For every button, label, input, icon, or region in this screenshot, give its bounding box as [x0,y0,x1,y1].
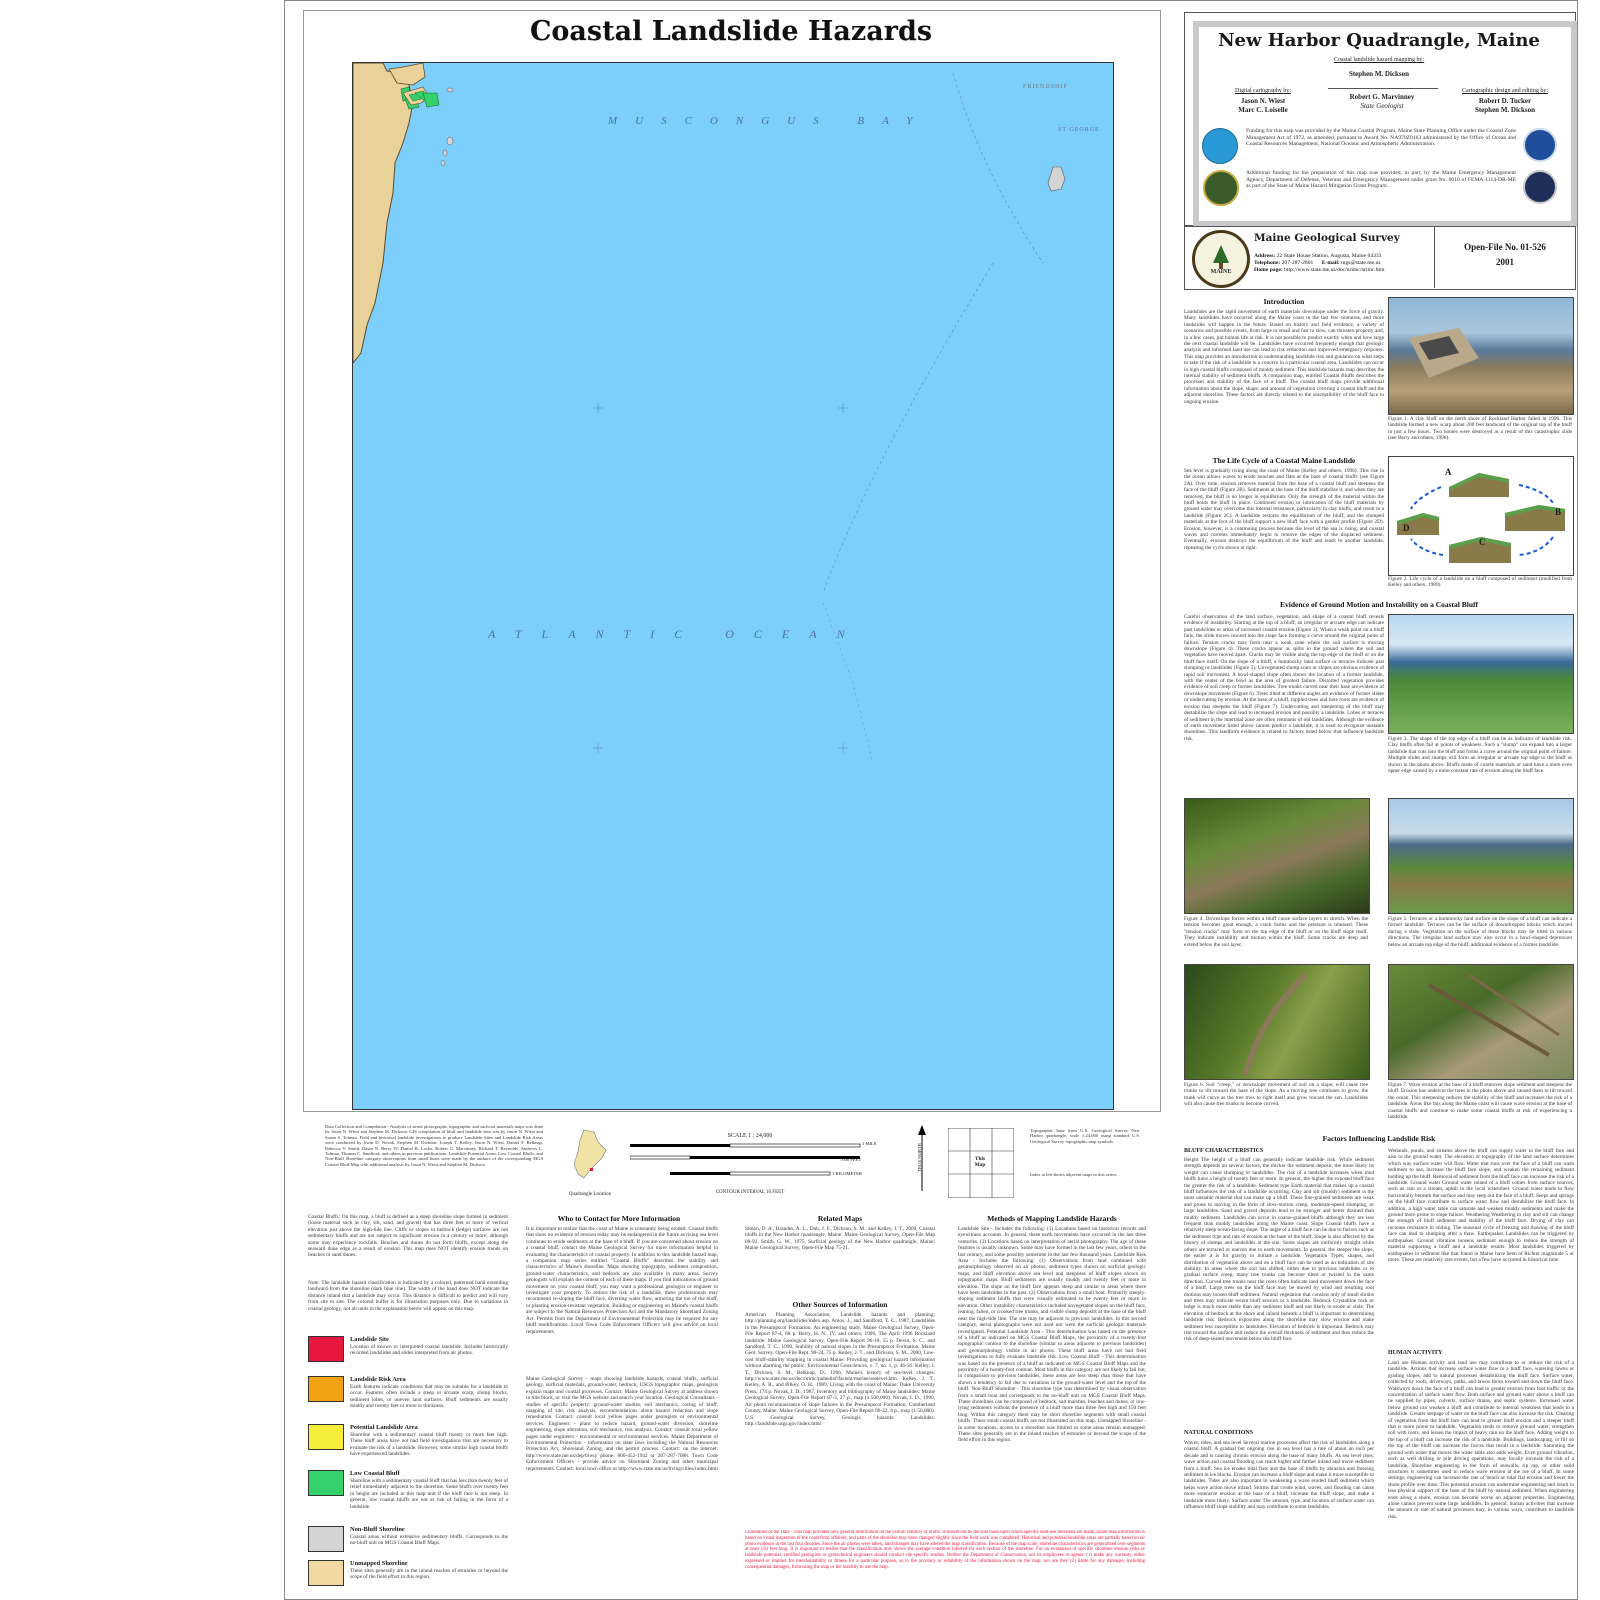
life-cycle-heading: The Life Cycle of a Coastal Maine Landslide [1212,456,1356,465]
other-sources-text: American Planning Association, Landslide hazards and planning: http://planning.org/landslides/index.asp. Amos, J., and Sandford, T. C., 1987, Landslides in the Presumpscot Formation. An engineering study. Maine Geological Survey, Open-File Report 87-4, 68 p. Berry, H. N., IV, and others, 1996, The April 1996 Rockland landslide: Maine Geological Survey, Open-File Report 96-18, 55 p. Devin, S. C., and Sandford, T. C., 1990, Stability of natural slopes in the Presumpscot Formation. Maine Geol. Survey, Open-File Rept. 90-24, 75 p. Kelley, J. T., and Dickson, S. M., 2000, Low-cost bluff-stability mapping in coastal Maine: Providing geological hazard information without alarming the public: Environmental Geosciences, v. 7, no. 1, p. 46-56. Kelley, J. T., Dickson, S. M., Belknap, D., 1996, Maine's history of sea-level changes: http://www.state.me.us/doc/nrimc/pubedinf/factsht/marine/sealevel.htm. Kelley, J. T., Kelley, A. R., and Pilkey, O. H., 1989, Living with the coast of Maine: Duke University Press, 174 p. Novak, I. D., 1987, Inventory and bibliography of Maine landslides: Maine Geological Survey, Open-File Report 87-3, 27 p., map (1:500,000). Novak, I. D., 1990, Air photo reconnaissance of slope failures in the Presumpscot Formation, Cumberland County, Maine: Maine Geological Survey, Open-File Report 90-22, 4 p., map (1:50,000). U.S. Geological Survey, Geologic hazards: Landslides: http://landslide.usgs.gov/index.html [745,1312,935,1427]
seal-text: MAINE [1210,269,1232,275]
legend-swatch-potential-landslide-area [308,1424,344,1450]
scale-bar [630,1142,880,1192]
legend-label-landslide-risk-area: Landslide Risk Area [350,1376,406,1383]
open-file-number: Open-File No. 01-526 [1464,242,1546,252]
legend-swatch-unmapped-shoreline [308,1560,344,1586]
figure-6-caption: Figure 6. Soil "creep," or downslope movement of soil on a slope, will cause tree trunks to tilt toward the base of the slope. As a moving tree continues to grow, the trunk will curve as the tree tries to right itself and grow toward the sun. Landslides will also cause tree trunks to become curved. [1184,1082,1368,1108]
ocean-area[interactable] [352,62,1114,1110]
figure-7-photo [1388,964,1574,1080]
data-collection-text: Data Collection and Compilation - Analysis of aerial photographs, topographic and surficial materials maps was done by Jason N. Wiest and Stephen M. Dickson. GIS compilation of bluff and landslide data was by Jason N. Wiest and Susan S. Tolman. Field and historical landslide investigations to produce Landslide Sites and Landslide Risk Areas were conducted by Irwin D. Novak, Stephen M. Dickson, Joseph T. Kelley, Jason N. Wiest, Daniel F. Belknap, Rebecca V. Smith, Dawn N. Berry IV, Daniel B. Locke, Robert G. Marvinney, Richard T. Reynolds, Andrews L. Tolman, Thomas C. Sandford, and others in previous publications. Landslide Potential Areas, Low Coastal Bluffs, and Non-Bluff Shoreline category observations from small boats were made by the authors of the corresponding MGS Coastal Bluff Map with additional analysis by Jason N. Wiest and Stephen M. Dickson. [325,1124,543,1167]
figure-2-label-d: D [1403,523,1410,533]
mapping-by-label: Coastal landslide hazard mapping by: [1333,57,1425,63]
introduction-text: Landslides are the rapid movement of earth materials downslope under the force of gravity. Many landslides have occurred along the Maine coast in the last few centuries, and more landslides will happen in the future. Based on history and field evidence, a variety of scenarios and possible events, from large to small and fast to slow, can threaten property and, in a few cases, put human life at risk. It is not possible to predict exactly when and how large the next coastal landslide will be. Landslides have occurred frequently enough that geologic analysis and informed land use can lead to risk reduction and improved emergency response. This map provides an introduction to understanding landslide risk and guidance on what steps to take if the risk of a landslide is a concern in a particular coastal area. Landslides can occur in high coastal bluffs composed of muddy sediment. This landslide hazards map describes the internal stability of sediment bluffs. A companion map, entitled Coastal Bluffs describes the processes and stability of the face of a bluff. The coastal bluff maps provide additional information about the slope, shape, and amount of vegetation covering a coastal bluff and the adjacent shoreline. These factors are directly related to the susceptibility of the bluff face to ongoing erosion. [1184,309,1384,405]
figure-1-photo [1388,297,1574,415]
index-note: Index at left shows adjacent maps in this series. [1030,1172,1118,1177]
contour-interval-label: CONTOUR INTERVAL 10 FEET [715,1190,785,1195]
legend-text-non-bluff-shoreline: Coastal areas without extensive sedimentary bluffs. Corresponds to the no-bluff unit on MGS Coastal Bluff Maps. [350,1534,508,1547]
fema-seal [1523,170,1557,204]
figure-4-caption: Figure 4. Downslope forces within a bluff cause surface layers to stretch. When the tension becomes great enough, a crack forms and the pressure is released. These "tension cracks" may form on the top edge of the bluff or on the bluff slope itself. They indicate instability and motion within the bluff. Some cracks are deep and extend below the soil layer. [1184,916,1368,948]
factors-right-text: Wetlands, ponds, and streams above the bluff can supply water to the bluff face and also to the ground water. The elevation or topography of the land surface determines which way surface water will flow. Water that runs over the face of a bluff can wash sediment to sea, increase the bluff face slope, and weaken the remaining sediment holding up the bluff. Removal of sediment from the bluff face can increase the risk of a landslide. Ground water Ground water inland of a bluff comes from surface sources, such as rain or a stream, uphill in the local watershed. Ground water tends to flow horizontally beneath the surface and may seep out the face of a bluff. Seeps and springs on the bluff face contribute to surface water flow and destabilize the bluff face. In addition, a high water table can saturate and weaken muddy sediments and make the ground more prone to slope failure. Weathering Weathering in clay and silt can change the strength of bluff sediment and stability of the bluff face. Drying of clay can increase resistance to sliding. The seasonal cycle of freezing and thawing of the bluff face can lead to slumping after a thaw. Earthquakes Landslides can be triggered by earthquakes. Ground vibration loosens sediment enough to reduce the strength of material supporting a bluff and a landslide results. Most landslides triggered by earthquakes in sediment like that found in Maine have been of Richter magnitude 5 or more. These are relatively rare events, but a few have occurred in historical time. [1388,1148,1574,1263]
figure-2-caption: Figure 2. Life cycle of a landslide on a bluff composed of sediment (modified from Kelley and others, 1989). [1388,576,1572,589]
agency-email: mgs@state.me.us [1341,260,1381,266]
author-name: Stephen M. Dickson [1348,70,1410,78]
this-map-label: This Map [974,1156,986,1168]
quadrangle-location-label: Quadrangle Location [568,1192,612,1197]
quadrangle-title: New Harbor Quadrangle, Maine [1218,30,1540,51]
bluff-characteristics-heading: BLUFF CHARACTERISTICS [1184,1148,1264,1154]
legend-label-landslide-site: Landslide Site [350,1336,389,1343]
figure-3-caption: Figure 3. The shape of the top edge of a bluff can be as indicator of landslide risk. Clay bluffs often fail at points of weakness. Such a "slump" can expand into a larger landslide that cuts into the bluff and forms a curve around the original point of failure. Multiple slides and slumps will form an irregular or arcuate top edge to the bluff as shown in the photo above. Bluffs made of coarse materials or sand have a more even upper edge caused by a more constant rate of erosion along the bluff face. [1388,736,1572,775]
coastal-bluffs-text: Coastal Bluffs: On this map, a bluff is defined as a steep shoreline slope formed in sediment (loose material such as clay, silt, sand, and gravel) that has three feet or more of vertical elevation just above the high-tide line. Cliffs or slopes in bedrock (ledge) surfaces are not sedimentary bluffs and are not subject to significant erosion in a century or more, although some may experience rockfalls. Beaches and dunes do not form bluffs, except along the seaward dune edge as a result of erosion. This map does NOT identify erosion trends on beaches or sand dunes. [308,1214,508,1259]
figure-2-label-a: A [1445,467,1452,477]
carto-name-2: Stephen M. Dickson [1474,106,1536,114]
island [1048,167,1065,191]
true-north-label: TRUE NORTH [916,1143,922,1172]
st-george-label: ST GEORGE [1058,127,1100,133]
muscongus-bay-label: MUSCONGUS BAY [608,115,931,127]
methods-heading: Methods of Mapping Landslide Hazards [987,1214,1117,1223]
legend-swatch-low-coastal-bluff [308,1470,344,1496]
methods-text: Landslide Site - Includes the following: (1) Locations based on historical records and eyewitness accounts. In general, these earth movements have occurred in the last three centuries. (2) Locations based on interpretation of aerial photography. The age of these features is usually unknown. Some may have formed in the last few years, others in the last century, and some possibly sometime in the last few thousand years. Landslide Risk Area - Includes the following: (1) Observations from land combined with geomorphology observed on air photos, sediment types shown on surficial geologic maps, and bluff elevation above sea level and steepness of bluff slopes shown on topographic maps. Bluff sediments are usually muddy and twenty feet or more in elevation. The slope on the bluff face appears steep and similar to areas where there have been landslides in the past. (2) Observations from a small boat. Primarily steeply-sloping sediment bluffs that were visually estimated to be twenty feet or more in elevation. Other instability characteristics included unvegetated slopes on the bluff face, leaning, fallen, or crooked tree trunks, and visible slump deposits at the base of the bluff near the high-tide line. The site may be adjacent to previous landslides. In this second category, aerial photographs were not used nor were the surficial geologic materials investigated. Potential Landslide Area - This determination was based on the presence of a bluff as indicated on MGS Coastal Bluff Maps, the proximity of a twenty-foot topographic contour to the shoreline (similar to areas adjacent to previous landslides) and geomorphology visible in air photos. These bluff areas have not had field investigations to fully evaluate landslide risk. Low Coastal Bluff - This determination was based on the presence of a bluff as indicated on MGS Coastal Bluff Maps and the proximity of a twenty-foot contour. Most bluffs in this category are not likely to fail but, in comparison to previous landslides, these areas are less steep than those that have shown a tendency to fail due to variations in the ground-water level and the top of the bluff. Non-Bluff Shoreline - This shoreline type was determined by visual observation from a small boat and corresponds to the no-bluff unit on MGS Coastal Bluff Maps. These shorelines can be composed of bedrock, salt marshes, beaches and dunes, or low-lying sediments without the presence of a bluff more than three feet high and 150 feet long. Within this category there may be short shoreline segments with small coastal bluffs. These small coastal bluffs are not illustrated on this map. Unmapped Shoreline - In some locations, access to a shoreline was limited so some areas remain unmapped. These sites generally are in the inland reaches of estuaries or beyond the scope of the field effort in this region. [958,1226,1146,1444]
legend-swatch-non-bluff-shoreline [308,1526,344,1552]
legend-text-potential-landslide-area: Shoreline with a sedimentary coastal bluff twenty or more feet high. These bluff areas have not had field investigations that are necessary to evaluate the risk of a landslide. However, some similar high coastal bluffs have experienced landslides. [350,1432,508,1458]
funding-text-2: Additional funding for the preparation of this map was provided, in part, by the Maine Emergency Management Agency, Department of Defense, Veterans and Emergency Management under grant No. 0010 of FEMA-1114-DR-ME as part of the State of Maine Hazard Mitigation Grant Program. [1246,170,1516,190]
scale-feet-label: 7000 FEET [840,1157,862,1162]
legend-text-unmapped-shoreline: These sites generally are in the inland reaches of estuaries or beyond the scope of the field effort in this region. [350,1568,508,1581]
scale-kilometer-label: 1 KILOMETER [832,1171,862,1176]
legend-swatch-landslide-risk-area [308,1376,344,1402]
natural-conditions-text: Waves, tides, and sea level Several marine processes affect the risk of landslides along a coastal bluff. A gradual but ongoing rise in sea level has a rate of about an inch per decade and is causing chronic erosion along the base of many bluffs. As sea level rises, wave action and coastal flooding can reach higher and farther inland and move sediment from a bluff. Sea ice erodes tidal flats and the base of bluffs by abrasion and freezing sediment in ice blocks. Erosion can increase a bluff slope and make it more susceptible to landslides. Tides are also important in weakening a wave eroded bluff sediment which helps wave action move inland. Storms that create wind, waves, and flooding can cause more extensive erosion at the base of a bluff, increase the bluff slope, and make a landslide more likely. Surface water The amount, type, and location of surface water can influence bluff slope stability and may contribute to some landslides. [1184,1440,1374,1511]
contact-organizations-text: Maine Geological Survey - maps showing landslide hazards, coastal bluffs, surficial geology, surficial materials, ground-water, bedrock, USGS topographic maps, geologists explain maps and coastal processes. Contact: Maine Geological Survey at address shown in title block, or visit the MGS website and search your location. Geological Consultants - studies of specific property: ground-water studies, soil mechanics, coring of bluff, mapping of site, risk analysis, recommendations about hazard reduction and slope remediation. Contact: consult local yellow pages under geologists or environmental services. Engineers - plans to reduce hazard, ground-water diversion, shoreline engineering, slope alteration, soil mechanics, risk analysis. Contact: consult local yellow pages under engineers - environmental or environmental services. Maine Department of Environmental Protection - information on state laws including the Natural Resources Protection Act, Shoreland Zoning, and the permit process. Contact: on the internet: http://www.state.me.us/dep/blwq/ phone: 800-452-1942 or 207-287-7688. Town Code Enforcement Officers - provide advice on Shoreland Zoning and other municipal requirements. Contact: local town office or http://www.state.me.us/living/cities/index.html [526,1376,718,1472]
limitations-text: Limitations of the Data - This map provides only general information on the overall stability of bluffs. It should not be the sole basis upon which specific land-use decisions are made. Some map information is based on visual inspection of the coast from offshore, and parts of the shoreline may have changed slightly since the field work was completed. Historical and potential landslide areas are partially based on air photo evidence in the last four decades. Since the air photos were taken, land changes may have altered the map classification. Because of the map scale, shoreline characteristics are generalized over segments at least 150 feet long. It is important to realize that the classification only shows the average condition inferred for each section of the shoreline. For an evaluation of specific shoreline erosion risks or landslide potential, certified geologists or geotechnical engineers should conduct site-specific studies. Neither the Department of Conservation, nor its employees or agents: (1) make any warranty, either expressed or implied for merchantability or fitness for a particular purpose, as to the accuracy or reliability of the information shown on the map; nor are they (2) liable for any damages, including consequential damages, from using the map or the inability to use the map. [745,1530,1145,1570]
natural-conditions-heading: NATURAL CONDITIONS [1184,1430,1254,1436]
figure-5-caption: Figure 5. Terraces or a hummocky land surface on the slope of a bluff can indicate a former landslide. Terraces can be the surface of downdropped blocks which moved during a slide. Vegetation on the surface of these blocks may be tilted in various directions. The irregular land surface may also occur in a bowl-shaped depression below an arcuate top edge of the bluff, additional evidence of a former landslide. [1388,916,1572,948]
agency-homepage: http://www.state.me.us/doc/nrimc/nrimc.htm [1284,267,1385,273]
legend-swatch-landslide-site [308,1336,344,1362]
human-activity-text: Land use Human activity and land use may contribute to or reduce the risk of a landslide. Actions that increase surface water flow to a bluff face, watering lawns or grading slopes, add to natural processes destabilizing the bluff face. Surface water, collected by roofs, driveways, paths, and lawns flows toward and down the bluff face. Walkways down the face of a bluff can lead to greater erosion from foot traffic or the concentration of surface water flow. Both surface and ground water above a bluff can be supplied by pipes, culverts, surface drains, and septic systems. Increased water below ground can weaken a bluff and contribute to internal weakness that leads to a landslide. Greater seepage of water on the bluff face can also increase the risk. Clearing of vegetation from the bluff face can lead to greater bluff erosion and a steeper bluff that is more prone to landslide. Vegetation tends to remove ground water, strengthen soil with roots, and lessen the impact of heavy rain on the bluff face. Adding weight to the top of a bluff can increase the risk of a landslide. Buildings, landscaping, or fill on the top of the bluff can increase the forces that result in a landslide. Saturating the ground with water that moves the water table also adds weight. Even ground vibration, such as well drilling or pile driving operations, may locally increase the risk of a landslide. Shoreline engineering in the form of seawalls, rip rap, or other solid structures is sometimes used to reduce wave erosion at the toe of a bluff. In some settings, engineering can increase the rate of beach or tidal flat erosion and lower the shore profile over time. This potential erosion can undermine engineering and result in less physical support of the base of the bluff by natural sediment. When engineering ends along a shore, erosion can become worse on adjacent properties. Engineering alone cannot prevent some large landslides. In general, human activities that increase the amount or rate of natural processes may, in various ways, contribute to landslide risk. [1388,1360,1574,1520]
factors-heading: Factors Influencing Landslide Risk [1322,1134,1436,1143]
evidence-text: Careful observation of the land surface, vegetation, and shape of a coastal bluff reveals evidence of instability. Starting at the top of a bluff, an irregular or arcuate edge can indicate past landslides or areas of increased coastal erosion (Figure 3). When a weak point on a bluff fails, the slide moves inward into the slope face forming a curve around the original point of failure. Tension cracks may form near a weak zone where the soil surface is moving downslope (Figure 4). These cracks appear as splits in the ground where the soil and vegetation have moved apart. Cracks may be visible along the top edge of the bluff or on the bluff face itself. On the slope of a bluff, a hummocky land surface or terraces indicate past slumping or landslides (Figure 5). Unvegetated slump scars or slopes are obvious evidence of rapid soil movement. A bowl-shaped slope often shows the location of a former landslide, with the center of the bowl as the area of greatest failure. Distorted vegetation provides evidence of soil creep or former landslides. Tree trunks curved near their base are evidence of downslope movement (Figure 6). Trees tilted at different angles are evidence of former slides or undercutting by erosion. At the base of a bluff, toppled trees and bare roots are evidence of erosion that steepens the bluff (Figure 7). Undercutting and steepening of the bluff may destabilize the slope and lead to increased erosion and possibly a landslide. Lobes or terraces of sediment in the intertidal zone are often remnants of old landslides. Although the evidence of earth movement listed above cannot predict a landslide, it is used to recognize unstable shorelines. This landform evidence is related to factors listed below that influence landslide risk. [1184,614,1384,742]
bluffs-note-text: Note: The landslide hazard classification is indicated by a colored, patterned band extending landward from the shoreline (dark blue line). The width of the band does NOT indicate the distance inland that a landslide may occur. This distance is difficult to predict and will vary from site to site. The colored buffer is for illustration purposes only. Due to variations in coastal geology, not all units in the explanation below will appear on this map. [308,1280,508,1312]
bluff-characteristics-text: Height The height of a bluff can generally indicate landslide risk. While sediment strength depends on several factors, the thicker the sediment deposit, the more likely its weight can cause slumping or landslides. The risk of a landslide increases when mud bluffs have a height of twenty feet or more. In general, the higher the exposed bluff face the greater the risk of a landslide. Sediment type Earth material that makes up a coastal bluff influences the risk of a landslide occurring. Clay and silt (muddy) sediment is the most unstable material that can make up a bluff. These fine-grained sediments are weak and prone to moving in the form of slow-motion creep, moderate-speed slumping, or large landslides. Sand and gravel deposits tend to be stronger and better drained than muddy sediment. Landslides can occur in coarse-grained bluffs although they are less frequent than muddy landslides along the Maine coast. Slope Coastal bluffs have a relatively steep ocean-facing slope. The angle of a bluff face can be due to factors such as the sediment type and rate of erosion at the base of the bluff. Slope is also affected by the history of slumps and landslides at the site. Some slopes are uniformly straight while others are terraced or uneven due to earth movements. In general, the steeper the slope, the easier it is for gravity to initiate a landslide. Vegetation Types, shapes, and distribution of vegetation above and on a bluff face can be used as an indication of site stability. In areas where the soil has shifted, either due to previous landslides or to gradual surface creep, many tree trunks can become tilted or twisted in the same direction. Curved tree trunks near the roots often indicate land movement down the face of a bluff. Large trees on the bluff face may be moved by wind and resulting root motions may loosen bluff sediment. Natural vegetation that consists only of small shrubs and trees may indicate recent bluff erosion or a landslide. Bedrock Crystalline rock or ledge is much more stable than any sediment bluff and not likely to erode or slide. The elevation of bedrock at the shore and inland beneath a bluff is important to determining landslide risk. Bedrock exposures along the shoreline may slow erosion and make sediment less susceptible to landslides. Elevation of bedrock is important. Bedrock may rise toward the surface and reduce the overall thickness of sediment and thus reduce the risk of deep-seated movement below the bluff face. [1184,1157,1374,1343]
mema-seal [1203,170,1239,206]
digital-name-2: Marc C. Loiselle [1238,106,1288,114]
quadrangle-location-map [570,1128,610,1188]
who-to-contact-text: It is important to realize that the coast of Maine is constantly being eroded. Coastal bluffs that show no evidence of erosion today may be endangered in the future as rising sea level continues to erode sediments at the base of a bluff. If you are concerned about erosion on a coastal bluff, contact the Maine Geological Survey for more information helpful in evaluating the characteristics of coastal property. In addition to this landslide hazard map, a companion map series entitled "Coastal Bluffs" describes the stability and characteristics of Maine's shoreline. Maps showing topography, sediment composition, ground-water characteristics, and bedrock are also available in many areas. Survey geologists will explain the content of each of these maps. If you find indications of ground movement on your coastal bluff, you may want a professional geologist or engineer to investigate your property. To reduce the risk of a landslide, these professionals may recommend re-sloping the bluff face, diverting water flow, armoring the toe of the bluff, or planting erosion-resistant vegetation. Building or engineering on Maine's coastal bluffs are subject to the Natural Resources Protection Act and the Mandatory Shoreland Zoning Act. Permits from the Department of Environmental Protection may be required for any bluff modifications. Local Town Code Enforcement Officers will give advice on local requirements. [526,1226,718,1335]
figure-5-photo [1388,798,1574,914]
figure-6-photo [1184,964,1370,1080]
other-sources-heading: Other Sources of Information [792,1300,888,1309]
related-maps-text: Simon, D. A., Brandes, A. L., Dub, J. F., Dickson, S. M., and Kelley, J. T., 2000, Coastal bluffs in the New Harbor quadrangle, Maine: Maine Geological Survey, Open-File Map 00-92. Smith, G. W., 1975, Surficial geology of the New Harbor quadrangle, Maine: Maine Geological Survey, Open-File Map 75-21. [745,1226,935,1252]
agency-contact: Address: 22 State House Station, Augusta, Maine 04333 Telephone: 207-287-2801 E-mail: mgs@state.me.us Home page: http://www.state.me.us/doc/nrimc/nrimc.htm [1254,253,1385,273]
atlantic-ocean-label: ATLANTIC OCEAN [488,627,865,641]
map-title: Coastal Landslide Hazards [529,16,933,47]
legend-text-low-coastal-bluff: Shoreline with a sedimentary coastal bluff that has less than twenty feet of relief immediately adjacent to the shoreline. Some bluffs over twenty feet in height are included in this map unit if the bluff face is not steep. In general, low coastal bluffs are not at risk of failing in the form of a landslide. [350,1478,508,1510]
agency-address: 22 State House Station, Augusta, Maine 04333 [1276,253,1382,259]
figure-1-caption: Figure 1. A clay bluff on the north shore of Rockland Harbor failed in 1996. This landslide formed a new scarp about 200 feet landward of the original top of the bluff in just a few hours. Two homes were destroyed as a result of this catastrophic slide (see Berry and others, 1996). [1388,416,1572,442]
scale-mile-label: 1 MILE [862,1141,877,1146]
digital-cartography-label: Digital cartography by: [1235,88,1291,94]
legend-label-low-coastal-bluff: Low Coastal Bluff [350,1470,400,1477]
state-geologist-title: State Geologist [1360,102,1404,110]
legend-label-potential-landslide-area: Potential Landslide Area [350,1424,418,1431]
figure-2-diagram [1388,456,1574,576]
evidence-heading: Evidence of Ground Motion and Instability on a Coastal Bluff [1279,600,1479,609]
legend-label-unmapped-shoreline: Unmapped Shoreline [350,1560,408,1567]
human-activity-heading: HUMAN ACTIVITY [1388,1350,1443,1356]
publication-year: 2001 [1496,257,1514,267]
figure-7-caption: Figure 7. Wave erosion at the base of a bluff removes slope sediment and steepens the bluff. Erosion has undercut the trees in the photo above and caused them to tilt toward the ocean. This steepening reduces the stability of the bluff and increases the risk of a landslide. Areas like this along the Maine coast will cause wave erosion at the base of coastal bluffs and continue to make some coastal bluffs at risk of experiencing a landslide. [1388,1082,1572,1121]
friendship-label: FRIENDSHIP [1023,84,1068,90]
who-to-contact-heading: Who to Contact for More Information [557,1214,681,1223]
legend-text-landslide-risk-area: Earth features indicate conditions that may be suitable for a landslide to occur. Features often include a steep or arcuate scarp, slump blocks, sediment lobes, or uneven land surfaces. Bluff sediments are usually muddy and twenty feet or more in thickness. [350,1384,508,1410]
carto-name-1: Robert D. Tucker [1478,97,1532,105]
figure-2-label-b: B [1555,507,1562,517]
legend-text-landslide-site: Location of known or interpreted coastal landslide. Includes historically recorded landslides and slides interpreted from air photos. [350,1344,508,1357]
topographic-base-note: Topographic base from U.S. Geological Survey New Harbor quadrangle, scale 1:24,000 using standard U.S. Geological Survey topographic map symbols. [1030,1128,1140,1144]
scale-label: SCALE 1 : 24,000 [727,1133,773,1139]
digital-name-1: Jason N. Wiest [1240,97,1286,105]
figure-4-photo [1184,798,1370,914]
noaa-logo [1523,128,1557,162]
state-geologist-name: Robert G. Marvinney [1349,93,1415,101]
introduction-heading: Introduction [1263,297,1305,306]
figure-2-label-c: C [1479,537,1486,547]
coastline-svg [353,63,1113,1109]
land-mass [353,63,413,363]
life-cycle-text: Sea level is gradually rising along the coast of Maine (Kelley and others, 1996). This rise in the ocean allows waves to erode beaches and flats at the base of coastal bluffs (see Figure 2A). Over time, erosion removes material from the base of a coastal bluff and steepens the face of the bluff (Figure 2B). Sediments at the base of the bluff stabilize it, and when they are removed, the bluff is no longer in equilibrium. Only the strength of the material within the bluff holds the bluff in place. Continued erosion or lubrication of the bluff materials by ground water may overcome this internal resistance, particularly in clay bluffs, and result in a landslide (Figure 2C). A landslide restores the equilibrium of the bluff, and the slumped materials at the foot of the bluff support a new bluff face with a gentler profile (Figure 2D). Erosion, however, is a continuing process because the level of the sea is rising, and coastal waves and currents immediately begin to remove the edges of the displaced sediment. Eventually, erosion destroys the equilibrium of the bluff and leads to another landslide, repeating the cycle shown at right. [1184,468,1384,551]
figure-3-photo [1388,614,1574,734]
department-of-conservation-seal [1192,230,1250,288]
legend-label-non-bluff-shoreline: Non-Bluff Shoreline [350,1526,405,1533]
agency-name: Maine Geological Survey [1254,232,1400,244]
maine-coastal-program-logo [1202,128,1238,164]
funding-text-1: Funding for this map was provided by the Maine Coastal Program, Maine State Planning Office under the Coastal Zone Management Act of 1972, as amended, pursuant to Award No. NA970Z0163 administered by the Office of Ocean and Coastal Resources Management, National Oceanic and Atmospheric Administration. [1246,128,1516,148]
related-maps-heading: Related Maps [817,1214,863,1223]
agency-telephone: 207-287-2801 [1281,260,1314,266]
cartographic-design-label: Cartographic design and editing by: [1462,88,1548,94]
